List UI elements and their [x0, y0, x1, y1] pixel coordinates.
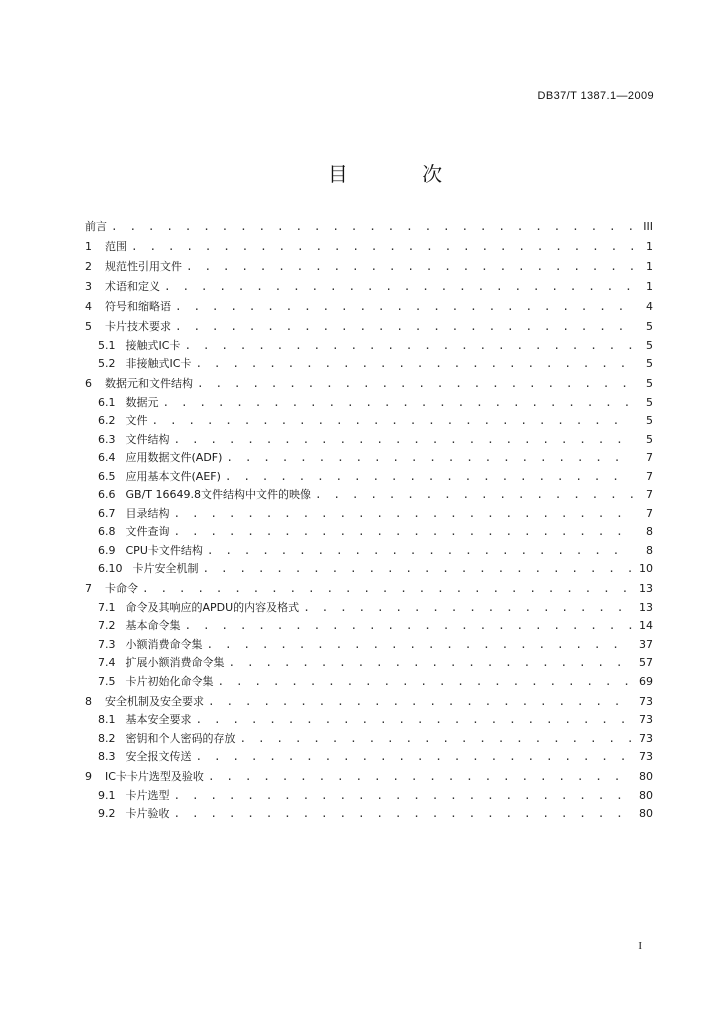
toc-chapter-entry[interactable]	[85, 260, 653, 274]
toc-entry-number: 6.8	[98, 525, 116, 538]
toc-chapter-entry[interactable]	[85, 300, 653, 314]
toc-entry-number: 6.4	[98, 451, 116, 464]
toc-leader-dots	[164, 280, 633, 294]
toc-chapter-entry[interactable]	[85, 582, 653, 596]
toc-section-entry[interactable]	[85, 451, 653, 465]
toc-leader-dots	[174, 789, 634, 803]
toc-leader-dots	[203, 562, 634, 576]
toc-entry-label: CPU卡文件结构	[125, 543, 203, 557]
toc-leader-dots	[174, 507, 634, 521]
toc-entry-page: 8	[646, 543, 653, 557]
toc-section-entry[interactable]	[85, 789, 653, 803]
toc-entry-number: 8.2	[98, 731, 116, 745]
toc-entry-number: 8.1	[98, 713, 116, 726]
toc-leader-dots	[163, 396, 634, 410]
toc-section-entry[interactable]	[85, 732, 653, 746]
toc-entry-label: 基本安全要求	[125, 713, 192, 726]
toc-entry-label: GB/T 16649.8文件结构中文件的映像	[125, 488, 311, 501]
toc-entry-page: 7	[646, 451, 653, 464]
toc-entry-number: 6.5	[98, 469, 116, 483]
toc-entry-page: 7	[646, 469, 653, 483]
toc-leader-dots	[152, 414, 634, 428]
toc-section-entry[interactable]	[85, 675, 653, 689]
toc-entry-number: 6.9	[98, 543, 116, 557]
toc-leader-dots	[175, 320, 633, 334]
toc-entry-page: 5	[646, 338, 653, 352]
toc-leader-dots	[208, 770, 633, 784]
toc-leader-dots	[196, 750, 634, 764]
toc-chapter-entry[interactable]	[85, 770, 653, 784]
toc-entry-number: 7.1	[98, 600, 116, 614]
toc-entry-label: 规范性引用文件	[105, 260, 182, 273]
toc-leader-dots	[229, 656, 634, 670]
toc-entry-page: 7	[646, 506, 653, 520]
toc-leader-dots	[208, 695, 633, 709]
toc-section-entry[interactable]	[85, 713, 653, 727]
toc-entry-number: 5	[85, 320, 92, 333]
toc-entry-number: 7.2	[98, 619, 116, 632]
toc-entry-page: 7	[646, 488, 653, 501]
toc-leader-dots	[175, 300, 633, 314]
toc-section-entry[interactable]	[85, 619, 653, 633]
toc-entry-label: 文件结构	[125, 432, 170, 446]
toc-leader-dots	[184, 339, 633, 353]
toc-leader-dots	[186, 260, 633, 274]
toc-chapter-entry[interactable]	[85, 377, 653, 391]
toc-leader-dots	[226, 451, 633, 465]
toc-section-entry[interactable]	[85, 488, 653, 502]
toc-entry-page: 73	[639, 713, 653, 726]
toc-entry-page: 69	[639, 674, 653, 688]
toc-chapter-entry[interactable]	[85, 220, 653, 234]
toc-entry-label: 密钥和个人密码的存放	[125, 731, 236, 745]
toc-section-entry[interactable]	[85, 339, 653, 353]
toc-entry-number: 6.6	[98, 488, 116, 501]
toc-entry-number: 5.1	[98, 338, 116, 352]
toc-entry-page: 80	[639, 788, 653, 802]
toc-entry-label: 卡片验收	[125, 807, 170, 820]
toc-entry-number: 8	[85, 694, 92, 708]
toc-entry-page: 5	[646, 395, 653, 409]
toc-entry-number: 1	[85, 240, 92, 253]
toc-leader-dots	[185, 619, 634, 633]
toc-chapter-entry[interactable]	[85, 240, 653, 254]
toc-leader-dots	[111, 220, 633, 234]
toc-entry-label: 前言	[85, 220, 107, 233]
toc-leader-dots	[174, 433, 634, 447]
toc-entry-number: 9.1	[98, 788, 116, 802]
toc-section-entry[interactable]	[85, 396, 653, 410]
toc-section-entry[interactable]	[85, 357, 653, 371]
toc-entry-number: 7.4	[98, 656, 116, 669]
toc-entry-label: 目录结构	[125, 506, 170, 520]
toc-entry-page: 13	[639, 600, 653, 614]
toc-entry-page: 73	[639, 750, 653, 763]
toc-entry-number: 6.1	[98, 395, 116, 409]
toc-entry-page: 1	[646, 280, 653, 293]
toc-entry-number: 3	[85, 280, 92, 293]
toc-entry-page: 57	[639, 656, 653, 669]
toc-leader-dots	[303, 601, 633, 615]
toc-entry-label: 数据元	[125, 395, 159, 409]
toc-entry-label: 应用数据文件(ADF)	[125, 451, 223, 464]
toc-leader-dots	[225, 470, 633, 484]
toc-entry-number: 6.2	[98, 414, 116, 427]
toc-entry-label: 扩展小额消费命令集	[125, 656, 225, 669]
toc-entry-page: 5	[646, 320, 653, 333]
toc-section-entry[interactable]	[85, 507, 653, 521]
toc-entry-number: 7.5	[98, 674, 116, 688]
toc-entry-page: 14	[639, 619, 653, 632]
toc-leader-dots	[197, 377, 633, 391]
toc-entry-label: 安全报文传送	[125, 750, 192, 763]
toc-entry-label: 应用基本文件(AEF)	[125, 469, 221, 483]
toc-entry-page: 73	[639, 694, 653, 708]
toc-entry-page: 13	[639, 582, 653, 595]
toc-section-entry[interactable]	[85, 414, 653, 428]
document-code: DB37/T 1387.1—2009	[537, 90, 654, 102]
toc-chapter-entry[interactable]	[85, 695, 653, 709]
toc-chapter-entry[interactable]	[85, 280, 653, 294]
toc-entry-label: 文件	[125, 414, 148, 427]
toc-entry-label: 卡片技术要求	[105, 320, 171, 333]
toc-entry-number: 9	[85, 770, 92, 783]
toc-section-entry[interactable]	[85, 562, 653, 576]
toc-entry-number: 6	[85, 377, 92, 390]
toc-leader-dots	[195, 357, 633, 371]
toc-leader-dots	[207, 638, 634, 652]
toc-leader-dots	[207, 544, 633, 558]
toc-entry-label: 术语和定义	[105, 280, 160, 293]
toc-section-entry[interactable]	[85, 525, 653, 539]
toc-entry-page: 73	[639, 731, 653, 745]
toc-entry-number: 9.2	[98, 807, 116, 820]
toc-entry-number: 8.3	[98, 750, 116, 763]
toc-section-entry[interactable]	[85, 470, 653, 484]
toc-section-entry[interactable]	[85, 750, 653, 764]
toc-entry-page: 5	[646, 432, 653, 446]
toc-entry-number: 6.3	[98, 432, 116, 446]
toc-leader-dots	[218, 675, 634, 689]
toc-entry-number: 6.10	[98, 562, 123, 575]
toc-entry-label: 卡命令	[105, 582, 138, 595]
toc-entry-label: 数据元和文件结构	[105, 377, 193, 390]
toc-section-entry[interactable]	[85, 656, 653, 670]
toc-entry-number: 5.2	[98, 357, 116, 370]
toc-section-entry[interactable]	[85, 544, 653, 558]
toc-entry-number: 7	[85, 582, 92, 595]
toc-entry-page: 80	[639, 770, 653, 783]
toc-entry-label: 卡片初始化命令集	[125, 674, 214, 688]
toc-entry-label: 卡片选型	[125, 788, 170, 802]
toc-entry-page: 5	[646, 357, 653, 370]
toc-entry-label: 卡片安全机制	[132, 562, 199, 575]
toc-entry-number: 4	[85, 300, 92, 313]
toc-entry-number: 6.7	[98, 506, 116, 520]
toc-entry-page: 1	[646, 260, 653, 273]
toc-entry-label: 基本命令集	[125, 619, 181, 632]
toc-leader-dots	[315, 488, 633, 502]
toc-section-entry[interactable]	[85, 601, 653, 615]
toc-entry-page: 4	[646, 300, 653, 313]
toc-entry-page: 5	[646, 377, 653, 390]
toc-section-entry[interactable]	[85, 433, 653, 447]
toc-entry-label: IC卡卡片选型及验收	[105, 770, 204, 783]
page-title: 目 次	[327, 162, 477, 186]
toc-entry-page: 37	[639, 637, 653, 651]
page-number: I	[638, 940, 642, 952]
toc-section-entry[interactable]	[85, 638, 653, 652]
toc-leader-dots	[142, 582, 633, 596]
toc-leader-dots	[196, 713, 634, 727]
toc-entry-page: 80	[639, 807, 653, 820]
toc-entry-page: 10	[639, 562, 653, 575]
toc-entry-label: 非接触式IC卡	[125, 357, 192, 370]
toc-entry-page: III	[643, 220, 653, 233]
toc-entry-label: 安全机制及安全要求	[105, 694, 204, 708]
table-of-contents	[85, 214, 653, 821]
toc-entry-label: 小额消费命令集	[125, 637, 203, 651]
toc-entry-page: 5	[646, 414, 653, 427]
toc-entry-page: 8	[646, 525, 653, 538]
toc-leader-dots	[174, 525, 634, 539]
toc-entry-label: 符号和缩略语	[105, 300, 171, 313]
toc-entry-label: 接触式IC卡	[125, 338, 181, 352]
toc-entry-number: 7.3	[98, 637, 116, 651]
toc-entry-page: 1	[646, 240, 653, 253]
toc-section-entry[interactable]	[85, 807, 653, 821]
toc-leader-dots	[131, 240, 633, 254]
toc-entry-label: 范围	[105, 240, 127, 253]
toc-leader-dots	[240, 732, 634, 746]
toc-entry-label: 文件查询	[125, 525, 170, 538]
toc-entry-label: 命令及其响应的APDU的内容及格式	[125, 600, 300, 614]
toc-chapter-entry[interactable]	[85, 320, 653, 334]
toc-entry-number: 2	[85, 260, 92, 273]
toc-leader-dots	[174, 807, 634, 821]
